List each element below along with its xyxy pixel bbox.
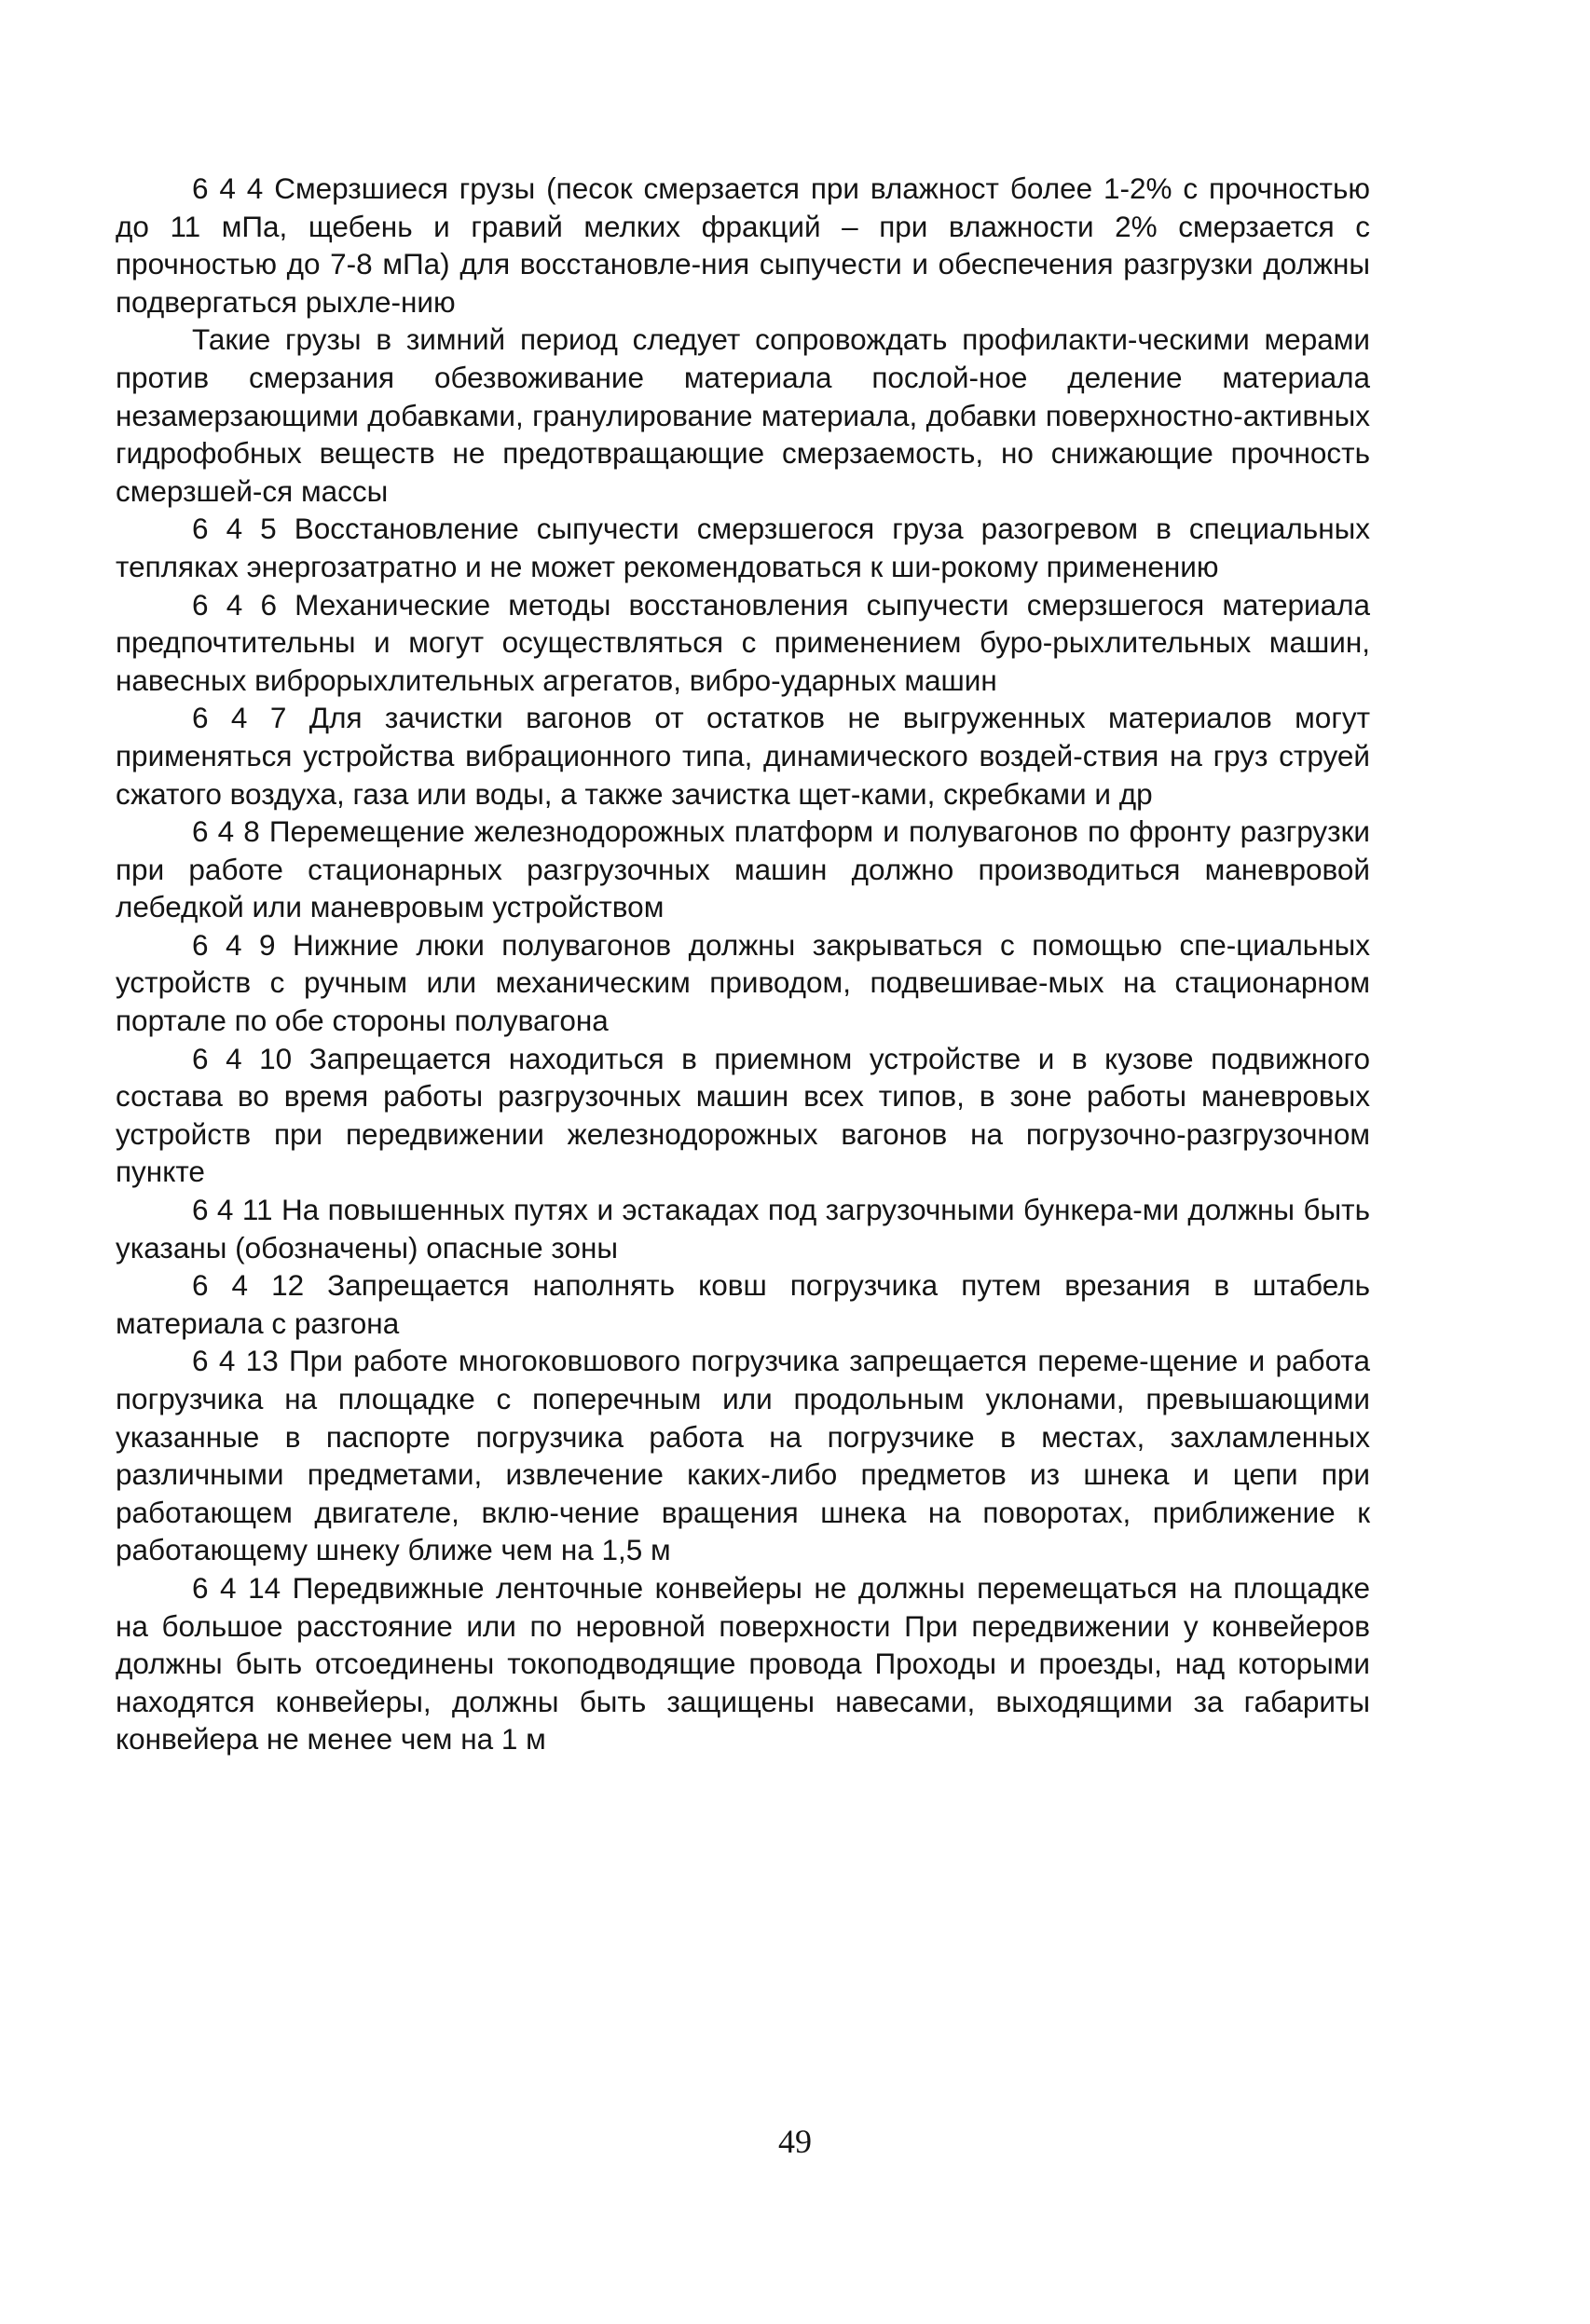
paragraph-6-4-13: 6 4 13 При работе многоковшового погрузчика запрещается переме-щение и работа погрузчика на площадке с поперечным или продольным уклонами, превышающими указанные в паспорте погрузчика работа на погрузчике в местах, захламленных различными предметами, извлечение каких-либо предметов из шнека и цепи при работающем двигателе, вклю-чение вращения шнека на поворотах, приближение к работающему шнеку ближе чем на 1,5 м [116, 1344, 1370, 1567]
paragraph-6-4-11: 6 4 11 На повышенных путях и эстакадах под загрузочными бункера-ми должны быть указаны (обозначены) опасные зоны [116, 1193, 1370, 1265]
paragraph-6-4-8: 6 4 8 Перемещение железнодорожных платформ и полувагонов по фронту разгрузки при работе стационарных разгрузочных машин должно производиться маневровой лебедкой или маневровым устройством [116, 814, 1370, 924]
paragraph-6-4-4-continuation: Такие грузы в зимний период следует сопровождать профилакти-ческими мерами против смерзания обезвоживание материала послой-ное деление материала незамерзающими добавками, гранулирование материала, добавки поверхностно-активных гидрофобных веществ не предотвращающие смерзаемость, но снижающие прочность смерзшей-ся массы [116, 322, 1370, 508]
paragraph-6-4-6: 6 4 6 Механические методы восстановления сыпучести смерзшегося материала предпочтительны и могут осуществляться с применением буро-рыхлительных машин, навесных виброрыхлительных агрегатов, вибро-ударных машин [116, 587, 1370, 697]
paragraph-6-4-5: 6 4 5 Восстановление сыпучести смерзшегося груза разогревом в специальных тепляках энергозатратно и не может рекомендоваться к ши-рокому применению [116, 512, 1370, 583]
paragraph-6-4-14: 6 4 14 Передвижные ленточные конвейеры не должны перемещаться на площадке на большое расстояние или по неровной поверхности При передвижении у конвейеров должны быть отсоединены токоподводящие провода Проходы и проезды, над которыми находятся конвейеры, должны быть защищены навесами, выходящими за габариты конвейера не менее чем на 1 м [116, 1570, 1370, 1757]
paragraph-6-4-10: 6 4 10 Запрещается находиться в приемном устройстве и в кузове подвижного состава во время работы разгрузочных машин всех типов, в зоне работы маневровых устройств при передвижении железнодорожных вагонов на погрузочно-разгрузочном пункте [116, 1041, 1370, 1189]
paragraph-6-4-4: 6 4 4 Смерзшиеся грузы (песок смерзается при влажност более 1-2% с прочностью до 11 мПа, щебень и гравий мелких фракций – при влажности 2% смерзается с прочностью до 7-8 мПа) для восстановле-ния сыпучести и обеспечения разгрузки должны подвергаться рыхле-нию [116, 171, 1370, 319]
paragraph-6-4-7: 6 4 7 Для зачистки вагонов от остатков не выгруженных материалов могут применяться устройства вибрационного типа, динамического воздей-ствия на груз струей сжатого воздуха, газа или воды, а также зачистка щет-ками, скребками и др [116, 701, 1370, 811]
paragraph-6-4-9: 6 4 9 Нижние люки полувагонов должны закрываться с помощью спе-циальных устройств с ручным или механическим приводом, подвешивае-мых на стационарном портале по обе стороны полувагона [116, 927, 1370, 1038]
page-number: 49 [778, 2123, 812, 2160]
paragraph-6-4-12: 6 4 12 Запрещается наполнять ковш погрузчика путем врезания в штабель материала с разгона [116, 1268, 1370, 1340]
document-body [116, 170, 1370, 1758]
